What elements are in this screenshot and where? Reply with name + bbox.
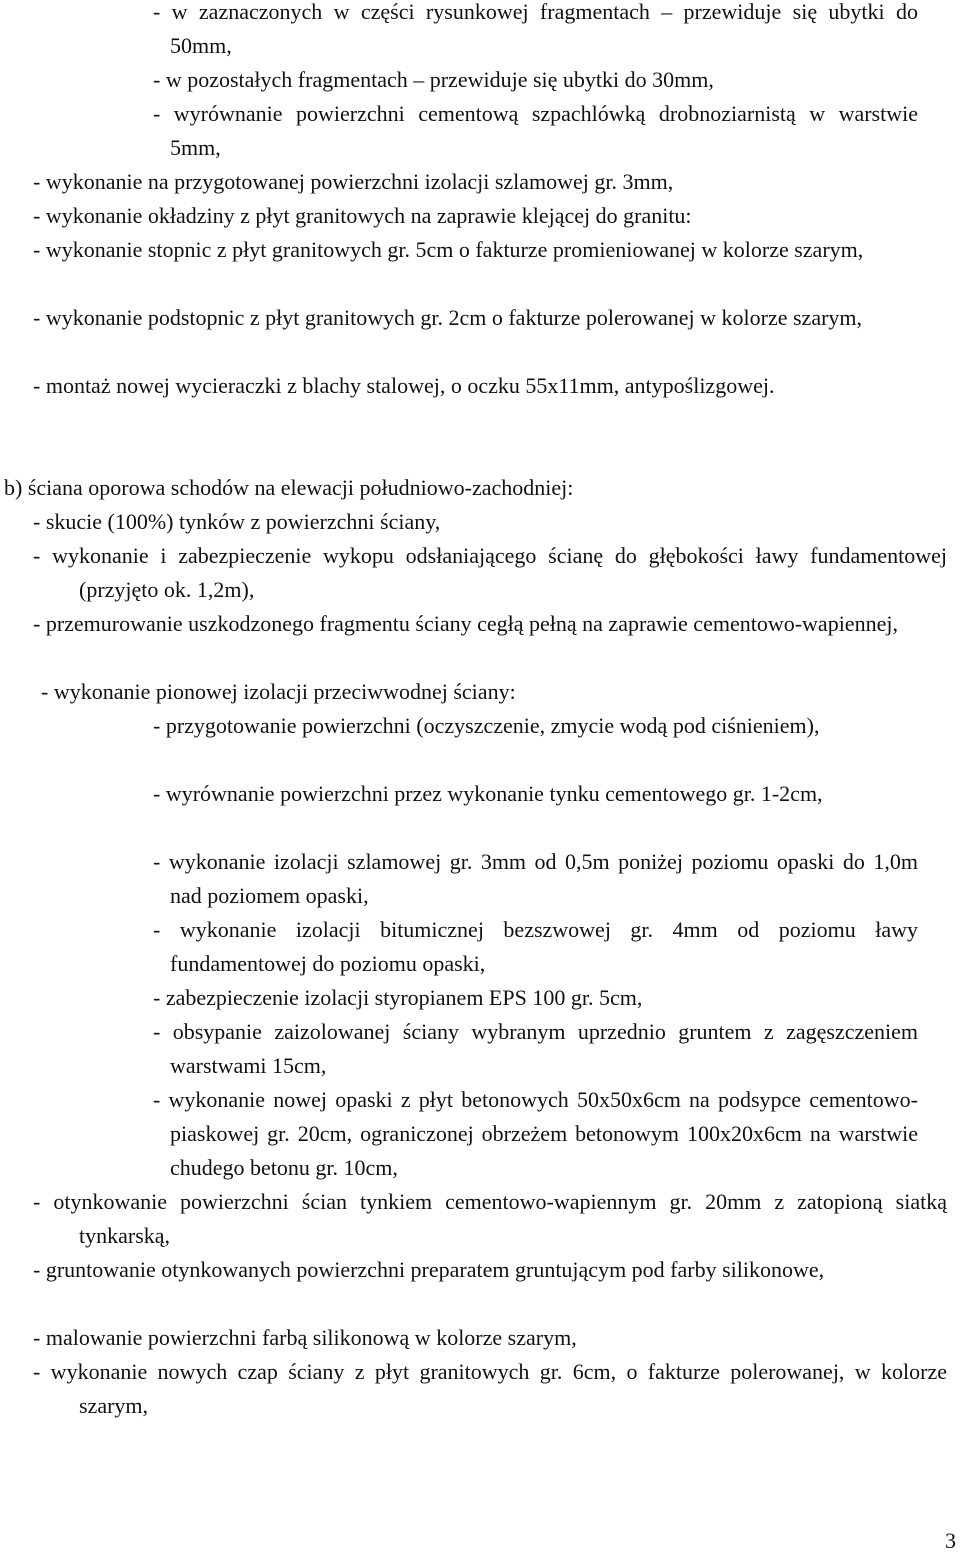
sub-list-item: - obsypanie zaizolowanej ściany wybranym uprzednio gruntem z zagęszczeniem warstwami 15cm,	[153, 1019, 918, 1078]
list-item: - wykonanie okładziny z płyt granitowych na zaprawie klejącej do granitu:	[33, 203, 692, 228]
list-item: - wykonanie stopnic z płyt granitowych gr. 5cm o fakturze promieniowanej w kolorze szarym,	[33, 237, 864, 262]
list-item: - wykonanie pionowej izolacji przeciwwodnej ściany:	[41, 679, 516, 704]
page-number: 3	[945, 1528, 956, 1553]
list-item: - wyrównanie powierzchni cementową szpachlówką drobnoziarnistą w warstwie 5mm,	[153, 101, 918, 160]
list-item: - wykonanie i zabezpieczenie wykopu odsłaniającego ścianę do głębokości ławy fundamentowej (przyjęto ok. 1,2m),	[33, 543, 947, 602]
list-item: - gruntowanie otynkowanych powierzchni preparatem gruntującym pod farby silikonowe,	[33, 1257, 825, 1282]
list-item: - otynkowanie powierzchni ścian tynkiem cementowo-wapiennym gr. 20mm z zatopioną siatką tynkarską,	[33, 1189, 947, 1248]
sub-list-item: - wykonanie izolacji szlamowej gr. 3mm od 0,5m poniżej poziomu opaski do 1,0m nad poziomem opaski,	[153, 849, 918, 908]
section-heading: b) ściana oporowa schodów na elewacji południowo-zachodniej:	[4, 475, 574, 500]
list-item: - w zaznaczonych w części rysunkowej fragmentach – przewiduje się ubytki do 50mm,	[153, 0, 918, 58]
sub-list-item: - wykonanie izolacji bitumicznej bezszwowej gr. 4mm od poziomu ławy fundamentowej do poziomu opaski,	[153, 917, 918, 976]
list-item: - przemurowanie uszkodzonego fragmentu ściany cegłą pełną na zaprawie cementowo-wapiennej,	[33, 611, 898, 636]
sub-list-item: - zabezpieczenie izolacji styropianem EPS 100 gr. 5cm,	[153, 985, 643, 1010]
list-item: - montaż nowej wycieraczki z blachy stalowej, o oczku 55x11mm, antypoślizgowej.	[33, 373, 775, 398]
list-item: - wykonanie na przygotowanej powierzchni izolacji szlamowej gr. 3mm,	[33, 169, 674, 194]
list-item: - w pozostałych fragmentach – przewiduje się ubytki do 30mm,	[153, 67, 714, 92]
list-item: - wykonanie nowych czap ściany z płyt granitowych gr. 6cm, o fakturze polerowanej, w kolorze szarym,	[33, 1359, 947, 1418]
list-item: - wykonanie podstopnic z płyt granitowych gr. 2cm o fakturze polerowanej w kolorze szarym,	[33, 305, 863, 330]
sub-list-item: - wykonanie nowej opaski z płyt betonowych 50x50x6cm na podsypce cementowo-piaskowej gr. 20cm, ograniczonej obrzeżem betonowym 100x20x6cm na warstwie chudego betonu gr. 10cm,	[153, 1087, 918, 1180]
list-item: - skucie (100%) tynków z powierzchni ściany,	[33, 509, 441, 534]
sub-list-item: - wyrównanie powierzchni przez wykonanie tynku cementowego gr. 1-2cm,	[153, 781, 823, 806]
sub-list-item: - przygotowanie powierzchni (oczyszczenie, zmycie wodą pod ciśnieniem),	[153, 713, 820, 738]
list-item: - malowanie powierzchni farbą silikonową w kolorze szarym,	[33, 1325, 577, 1350]
